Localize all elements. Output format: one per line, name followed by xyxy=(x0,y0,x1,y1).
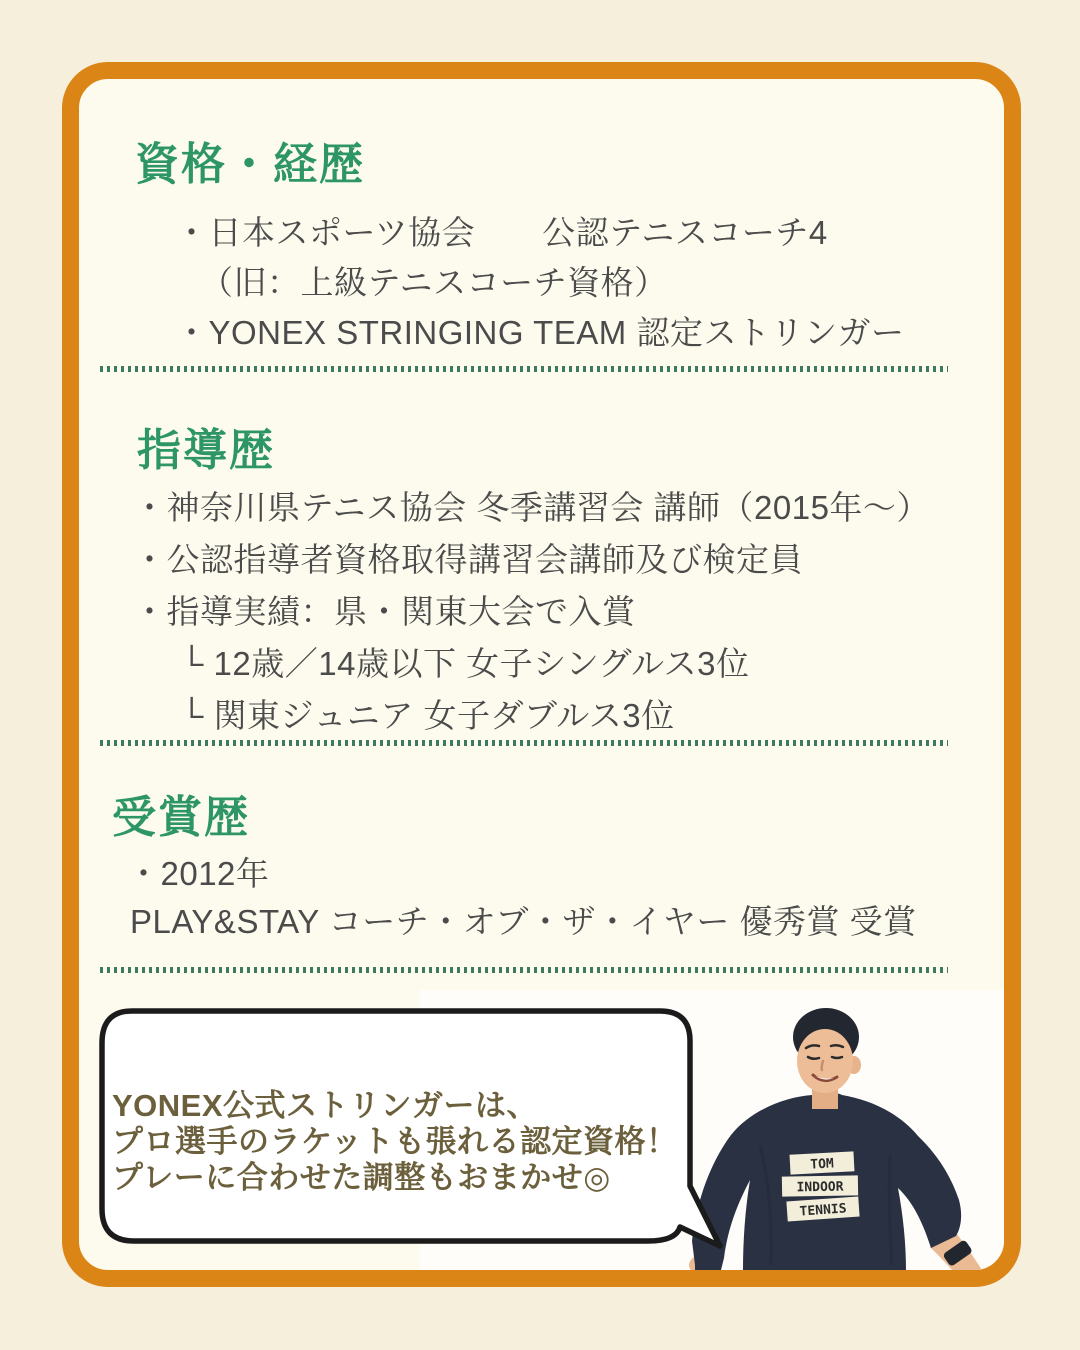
shirt-patch-tom-label: TOM xyxy=(809,1156,835,1173)
section-heading-qualifications: 資格・経歴 xyxy=(135,140,365,189)
qualification-item: ・日本スポーツ協会 公認テニスコーチ4 xyxy=(175,214,828,251)
award-item: ・2012年 xyxy=(127,855,270,892)
shirt-patch-indoor xyxy=(782,1175,858,1196)
coaching-sub-item: └ 関東ジュニア 女子ダブルス3位 xyxy=(180,697,675,734)
qualification-item: ・YONEX STRINGING TEAM 認定ストリンガー xyxy=(175,314,905,351)
coaching-item: ・神奈川県テニス協会 冬季講習会 講師（2015年～） xyxy=(133,489,930,526)
coaching-item: ・公認指導者資格取得講習会講師及び検定員 xyxy=(133,541,803,578)
bubble-text-line: YONEX公式ストリンガーは、 xyxy=(112,1088,539,1123)
dotted-divider xyxy=(100,740,948,746)
bubble-text-line: プレーに合わせた調整もおまかせ◎ xyxy=(112,1160,611,1195)
section-heading-coaching-history: 指導歴 xyxy=(137,426,275,475)
coach-nose xyxy=(822,1061,823,1070)
section-heading-awards: 受賞歴 xyxy=(112,793,250,842)
dotted-divider xyxy=(100,366,948,372)
shirt-patch-tennis-label: TENNIS xyxy=(799,1201,848,1220)
dotted-divider xyxy=(100,967,948,973)
award-item: PLAY&STAY コーチ・オブ・ザ・イヤー 優秀賞 受賞 xyxy=(130,903,917,940)
coaching-sub-item: └ 12歳／14歳以下 女子シングルス3位 xyxy=(180,645,750,682)
shirt-patch-indoor-label: INDOOR xyxy=(796,1179,844,1196)
qualification-item: （旧：上級テニスコーチ資格） xyxy=(200,264,668,301)
coaching-item: ・指導実績：県・関東大会で入賞 xyxy=(133,593,636,630)
shirt-patch-tom xyxy=(790,1151,855,1174)
coach-face xyxy=(797,1029,853,1093)
bubble-text-line: プロ選手のラケットも張れる認定資格！ xyxy=(112,1124,678,1159)
